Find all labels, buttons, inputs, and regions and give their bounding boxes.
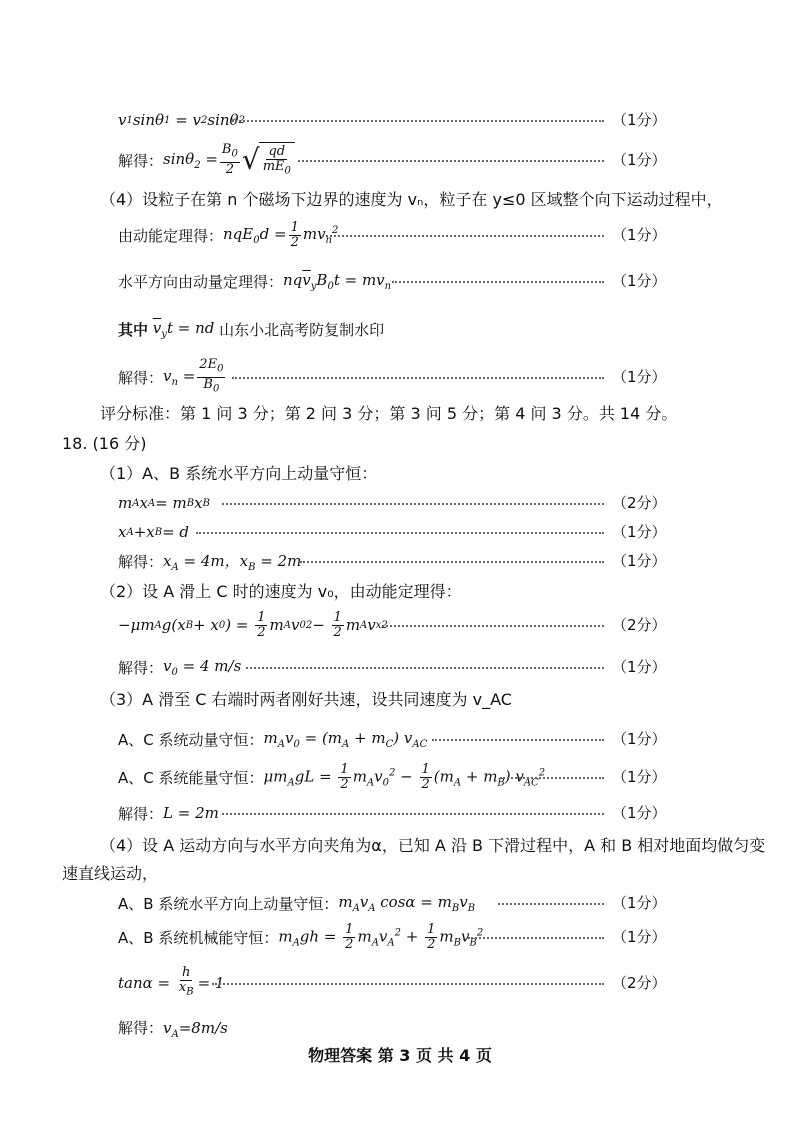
paragraph: 速直线运动， <box>62 864 159 883</box>
equation-row <box>0 142 800 177</box>
equation-row <box>0 220 800 250</box>
equation: −μm A g(x B + x 0 ) = $\frac{1}{2}$ m A v 0 2 − $\frac{1}{2}$ m A v x 2 <box>118 609 388 640</box>
question-number: 18. (16 分) <box>62 434 147 453</box>
leader-dots <box>298 160 604 162</box>
score: （1分） <box>612 368 667 386</box>
leader-dots <box>498 903 604 905</box>
equation-row <box>0 356 800 395</box>
equation-row <box>0 610 800 640</box>
equation: A、B 系统机械能守恒： $m_Agh$ = $\frac{1}{2}$ $m_Av_A^2$ + $\frac{1}{2}$ $m_Bv_B^2$ <box>118 921 484 952</box>
equation-row <box>0 922 800 952</box>
score: （1分） <box>612 226 667 244</box>
score: （1分） <box>612 730 667 748</box>
page-footer: 物理答案 第 3 页 共 4 页 <box>308 1046 492 1065</box>
leader-dots <box>432 739 604 741</box>
score: （1分） <box>612 804 667 822</box>
equation-row <box>0 652 800 682</box>
paragraph: （1）A、B 系统水平方向上动量守恒： <box>100 464 378 483</box>
score: （2分） <box>612 494 667 512</box>
equation: 解得： $x_A = 4m$，$x_B = 2m$ <box>118 551 302 573</box>
equation: 水平方向由动量定理得： $nq\overline{v}_yB_0t = mv_n$ <box>118 270 392 292</box>
note: 其中 $\overline{v}_yt$ = nd 山东小北高考防复制水印 <box>118 318 385 340</box>
leader-dots <box>246 667 604 669</box>
note-row <box>0 314 800 344</box>
paragraph: （4）设粒子在第 n 个磁场下边界的速度为 vₙ，粒子在 y≤0 区域整个向下运动过程中， <box>100 190 723 209</box>
score: （1分） <box>612 552 667 570</box>
leader-dots <box>500 777 604 779</box>
leader-dots <box>468 937 604 939</box>
watermark: 山东小北高考防复制水印 <box>219 320 385 339</box>
equation: 解得： sinθ$_2$ = $\frac{B_0}{2}$ √ $\frac{qd}{mE_0}$ <box>118 145 295 175</box>
score: （1分） <box>612 768 667 786</box>
equation: m A x A = m B x B <box>118 494 210 512</box>
equation: v 1 sin θ 1 = v 2 sin θ 2 <box>118 111 245 129</box>
leader-dots <box>322 235 604 237</box>
equation: x A +x B = d <box>118 523 190 541</box>
paragraph: （3）A 滑至 C 右端时两者刚好共速，设共同速度为 v_AC <box>100 690 512 709</box>
leader-dots <box>196 532 604 534</box>
equation: tanα = $\frac{h}{x_B}$ = 1 <box>118 965 225 998</box>
grading-standard: 评分标准：第 1 问 3 分；第 2 问 3 分；第 3 问 5 分；第 4 问 3 分。共 14 分。 <box>100 404 678 423</box>
score: （1分） <box>612 928 667 946</box>
leader-dots <box>392 281 604 283</box>
equation-row <box>0 888 800 918</box>
score: （1分） <box>612 151 667 169</box>
leader-dots <box>300 561 604 563</box>
leader-dots <box>232 120 604 122</box>
equation: A、C 系统能量守恒： $\mu m_AgL$ = $\frac{1}{2}$ $m_Av_0^2$ − $\frac{1}{2}$ $(m_A + m_B)$ $v_{AC}^2$ <box>118 761 546 792</box>
score: （1分） <box>612 523 667 541</box>
equation-row <box>0 798 800 828</box>
leader-dots <box>222 503 604 505</box>
score: （2分） <box>612 616 667 634</box>
equation-row <box>0 762 800 792</box>
leader-dots <box>382 625 604 627</box>
solution: 解得：$v_A=8m/s$ <box>118 1019 228 1040</box>
equation: 由动能定理得： nqE$_0$d = $\frac{1}{2}$ $mv_n^2$ <box>118 219 339 250</box>
leader-dots <box>232 377 604 379</box>
equation-row <box>0 488 800 518</box>
score: （1分） <box>612 658 667 676</box>
equation: A、B 系统水平方向上动量守恒： $m_Av_A$ $\cos\alpha = m_Bv_B$ <box>118 892 476 914</box>
equation: 解得： $v_0 = 4$ m/s <box>118 656 242 678</box>
score: （1分） <box>612 111 667 129</box>
leader-dots <box>212 983 604 985</box>
score: （1分） <box>612 272 667 290</box>
paragraph: （2）设 A 滑上 C 时的速度为 v₀，由动能定理得： <box>100 582 462 601</box>
leader-dots <box>222 813 604 815</box>
equation-row <box>0 965 800 998</box>
equation: 解得： $v_n$ = $\frac{2E_0}{B_0}$ <box>118 356 224 395</box>
equation: A、C 系统动量守恒： $m_Av_0 = (m_A + m_C)$ $v_{AC}$ <box>118 728 428 750</box>
equation: 解得： L = 2m <box>118 804 219 823</box>
score: （1分） <box>612 894 667 912</box>
score: （2分） <box>612 974 667 992</box>
equation-row <box>0 517 800 547</box>
equation-row <box>0 724 800 754</box>
paragraph: （4）设 A 运动方向与水平方向夹角为α，已知 A 沿 B 下滑过程中，A 和 B 相对地面均做匀变 <box>100 836 766 855</box>
equation-row <box>0 546 800 576</box>
equation-row <box>0 105 800 135</box>
equation-row <box>0 266 800 296</box>
